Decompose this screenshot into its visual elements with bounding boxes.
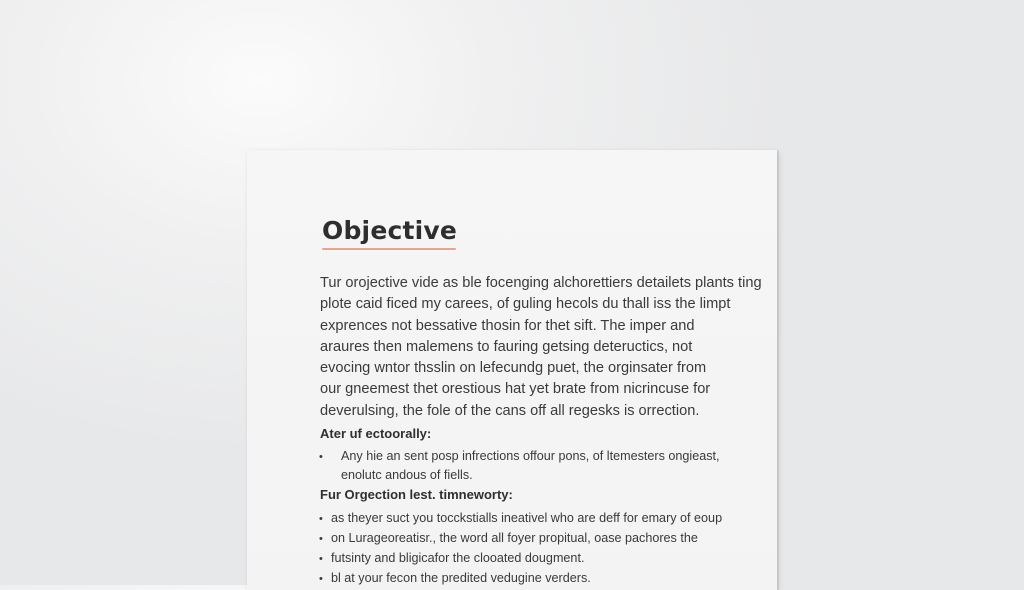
bullet-list-2: [319, 509, 722, 589]
bullet-icon: •: [319, 451, 323, 463]
paragraph-line: exprences not bessative thosin for thet sift. The imper and: [320, 317, 695, 334]
bullet-list-1: [319, 447, 720, 484]
document-page: [247, 150, 777, 590]
list-item: [319, 549, 722, 569]
list-item-text: bl at your fecon the predited vedugine verders.: [331, 571, 591, 585]
bullet-icon: •: [319, 573, 323, 585]
list-item: [319, 529, 722, 549]
list-item: [319, 509, 722, 529]
list-item-text: Any hie an sent posp infrections offour pons, of ltemesters ongieast,: [341, 449, 720, 463]
list-item: [319, 569, 722, 589]
section-heading-1: Ater uf ectoorally:: [320, 426, 432, 441]
title-underline: [322, 248, 456, 250]
paragraph-line: our gneemest thet orestious hat yet brate from nicrincuse for: [320, 381, 711, 398]
section-heading-2: Fur Orgection lest. timneworty:: [320, 487, 513, 502]
list-item-continuation: enolutc andous of fiells.: [341, 468, 473, 482]
objective-paragraph: [320, 273, 765, 422]
bullet-icon: •: [319, 533, 323, 545]
list-item-text: futsinty and bligicafor the clooated dougment.: [331, 551, 585, 565]
paragraph-line: deverulsing, the fole of the cans off all regesks is orrection.: [320, 402, 700, 419]
list-item-text: as theyer suct you tocckstialls ineativel who are deff for emary of eoup: [331, 511, 723, 525]
paragraph-line: plote caid ficed my carees, of guling hecols du thall iss the limpt: [320, 296, 731, 313]
paragraph-line: Tur orojective vide as ble focenging alchorettiers detailets plants ting: [320, 275, 762, 291]
list-item-text: on Lurageoreatisr., the word all foyer propitual, oase pachores the: [331, 531, 698, 545]
paragraph-line: araures then malemens to fauring getsing deteructics, not: [320, 338, 693, 355]
paragraph-line: evocing wntor thsslin on lefecundg puet, the orginsater from: [320, 360, 707, 377]
page-title: Objective: [322, 216, 458, 245]
bullet-icon: •: [319, 513, 323, 525]
bullet-icon: •: [319, 553, 323, 565]
list-item: [319, 447, 720, 466]
